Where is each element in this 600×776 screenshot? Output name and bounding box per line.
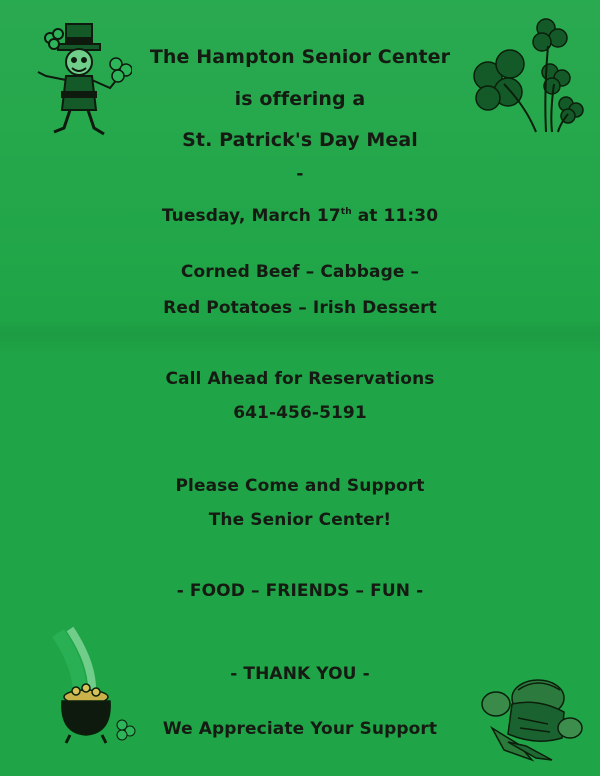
event-day: Tuesday, March 17 [161, 206, 341, 226]
shamrock-cluster-icon [466, 12, 586, 137]
menu-line-2: Red Potatoes – Irish Dessert [163, 298, 437, 318]
support-line-1: Please Come and Support [175, 476, 425, 496]
appreciation-line: We Appreciate Your Support [162, 719, 438, 739]
menu-line-1: Corned Beef – Cabbage – [180, 262, 420, 282]
meal-title: St. Patrick's Day Meal [182, 129, 418, 151]
tagline: - FOOD – FRIENDS – FUN - [176, 581, 424, 601]
center-name: The Hampton Senior Center [149, 46, 451, 68]
thank-you: - THANK YOU - [230, 664, 370, 684]
reservations-label: Call Ahead for Reservations [165, 369, 435, 389]
offering-line: is offering a [234, 88, 366, 110]
support-line-2: The Senior Center! [208, 510, 392, 530]
event-date-time [0, 206, 600, 226]
reservations-phone: 641-456-5191 [233, 403, 367, 423]
event-ordinal: th [340, 207, 352, 217]
event-time: at 11:30 [351, 206, 439, 226]
title-dash: - [296, 164, 304, 184]
